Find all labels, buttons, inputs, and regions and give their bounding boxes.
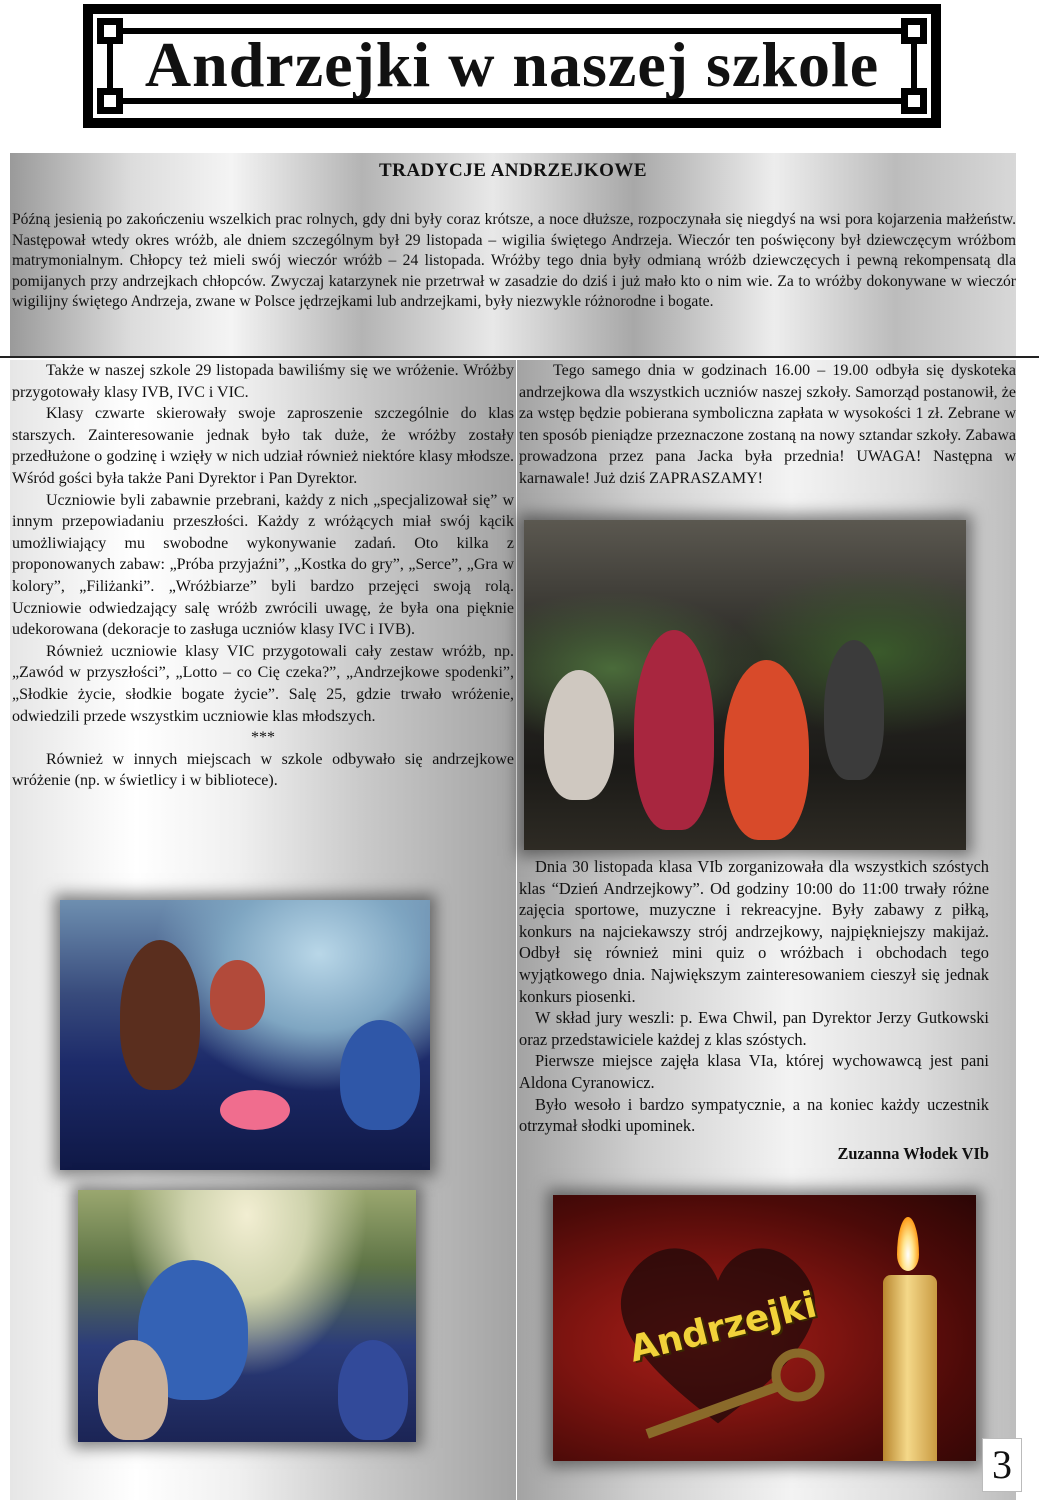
key-icon	[633, 1345, 833, 1445]
page-number: 3	[982, 1438, 1022, 1492]
candle-icon	[883, 1275, 937, 1461]
section-heading: TRADYCJE ANDRZEJKOWE	[378, 160, 648, 181]
photo-figure	[824, 640, 884, 780]
right-column-bottom	[519, 856, 989, 1164]
title-banner	[83, 4, 941, 128]
article-paragraph: Tego samego dnia w godzinach 16.00 – 19.00 odbyła się dyskoteka andrzejkowa dla wszystkich uczniów naszej szkoły. Samorząd postanowił, że za wstęp będzie pobierana symboliczna zapłata w wysokości 1 zł. Zebrane w ten sposób pieniądze przeznaczone zostaną na nowy sztandar szkoły. Zabawa prowadzona przez pana Jacka była przednia! UWAGA! Następna w karnawale! Już dziś ZAPRASZAMY!	[519, 362, 1016, 487]
photo-figure	[338, 1340, 408, 1440]
photo-fortune-telling-classroom	[60, 900, 430, 1170]
photo-school-disco	[524, 520, 966, 850]
section-divider	[0, 356, 1039, 358]
photo-figure	[210, 960, 265, 1030]
article-paragraph: Pierwsze miejsce zajęła klasa VIa, której wychowawcą jest pani Aldona Cyranowicz.	[519, 1051, 989, 1092]
separator: ***	[251, 729, 275, 747]
article-paragraph: Także w naszej szkole 29 listopada bawiliśmy się we wróżenie. Wróżby przygotowały klasy IVB, IVC i VIC.	[12, 362, 514, 401]
andrzejki-graphic	[553, 1195, 976, 1461]
article-paragraph: Uczniowie byli zabawnie przebrani, każdy z nich „specjalizował się” w innym przepowiadaniu przeszłości. Każdy z wróżących miał swój kącik umożliwiający mu swobodne wykonywanie zadań. Oto kilka z proponowanych zabaw: „Próba przyjaźni”, „Kostka do gry”, „Serce”, „Gra w kolory”, „Filiżanki”. „Wróżbiarze” byli bardzo przejęci swoją rolą. Uczniowie odwiedzający salę wróżb zwrócili uwagę, że była ona pięknie udekorowana (dekoracje to zasługa uczniów klasy IVC i IVB).	[12, 491, 514, 639]
intro-paragraph: Późną jesienią po zakończeniu wszelkich prac rolnych, gdy dni były coraz krótsze, a noce dłuższe, rozpoczynała się niegdyś na wsi pora kojarzenia małżeństw. Następował wtedy okres wróżb, ale dniem szczególnym był 29 listopada – wigilia świętego Andrzeja. Wieczór ten poświęcony był dziewczęcym wróżbom matrymonialnym. Chłopcy też mieli swój wieczór wróżb – 24 listopada. Wróżby tego dnia były odmianą wróżb dziewczęcych i pewną rekompensatą dla pomijanych przy andrzejkach chłopców. Zwyczaj katarzynek nie przetrwał w zasadzie do dziś i już mało kto o nim wie. Za to wróżby dokonywane w wieczór wigilijny świętego Andrzeja, zwane w Polsce jędrzejkami lub andrzejkami, były niezwykle różnorodne i bogate.	[12, 211, 1016, 311]
article-paragraph: W skład jury weszli: p. Ewa Chwil, pan Dyrektor Jerzy Gutkowski oraz przedstawiciele każdej z klas szóstych.	[519, 1008, 989, 1049]
flame-icon	[897, 1217, 919, 1271]
article-paragraph: Było wesoło i bardzo sympatycznie, a na koniec każdy uczestnik otrzymał słodki upominek.	[519, 1094, 989, 1136]
photo-figure	[340, 1020, 420, 1130]
left-column	[12, 360, 514, 792]
photo-figure	[724, 660, 809, 840]
article-author: Zuzanna Włodek VIb	[837, 1143, 989, 1163]
paper-heart-prop	[220, 1090, 290, 1130]
graphic-label: Andrzejki	[625, 1284, 821, 1371]
article-paragraph: Klasy czwarte skierowały swoje zaproszenie szczególnie do klas starszych. Zainteresowanie jednak było tak duże, że wróżby zostały przedłużone o godzinę i wzięły w nich udział również niektóre klasy młodsze. Wśród gości była także Pani Dyrektor i Pan Dyrektor.	[12, 405, 514, 487]
right-column-top	[519, 360, 1016, 490]
photo-figure	[544, 670, 614, 800]
photo-children-at-table	[78, 1190, 416, 1442]
photo-figure	[634, 630, 714, 830]
photo-figure	[120, 940, 200, 1090]
article-paragraph: Dnia 30 listopada klasa VIb zorganizowała dla wszystkich szóstych klas “Dzień Andrzejkowy”. Od godziny 10:00 do 11:00 trwały różne zajęcia sportowe, muzyczne i rekreacyjne. Były zabawy z piłką, konkurs na najciekawszy strój andrzejkowy, najpiękniejszy makijaż. Odbył się również mini quiz o wróżbach i obchodach tego wyjątkowego dnia. Największym zainteresowaniem cieszył się jednak konkurs piosenki.	[519, 857, 989, 1006]
photo-figure	[98, 1340, 168, 1440]
article-paragraph: Również w innych miejscach w szkole odbywało się andrzejkowe wróżenie (np. w świetlicy i w bibliotece).	[12, 750, 514, 790]
article-paragraph: Również uczniowie klasy VIC przygotowali cały zestaw wróżb, np. „Zawód w przyszłości”, „Lotto – co Cię czeka?”, „Andrzejkowe spodenki”, „Słodkie życie, słodkie bogate życie”. Salę 25, gdzie trwało wróżenie, odwiedzili przede wszystkim uczniowie klas młodszych.	[12, 642, 514, 725]
page-title: Andrzejki w naszej szkole	[144, 29, 880, 100]
